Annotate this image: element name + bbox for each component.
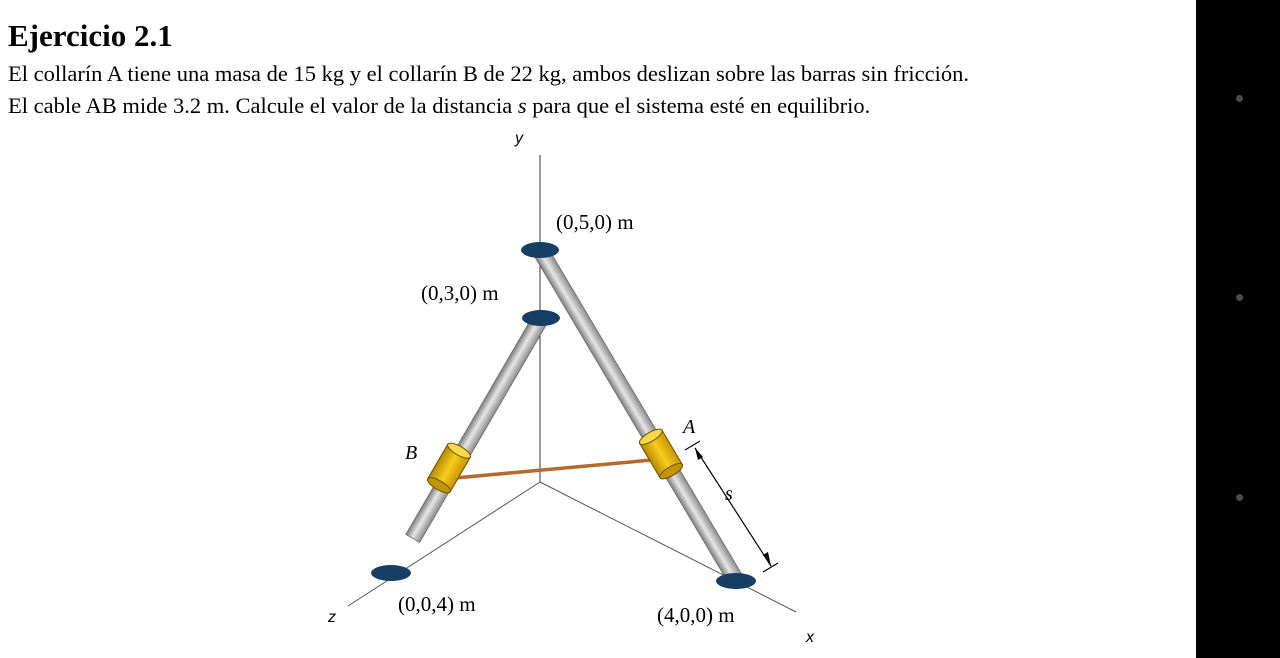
collar-b-label: B	[405, 442, 418, 464]
anchor-x	[716, 573, 756, 589]
anchor-top	[521, 242, 559, 258]
side-dot-2	[1236, 294, 1243, 301]
axis-y-label: y	[515, 130, 523, 147]
axis-z-label: z	[328, 609, 336, 626]
distance-variable: s	[517, 93, 527, 118]
exercise-title: Ejercicio 2.1	[8, 18, 173, 53]
dimension-line-s	[695, 448, 771, 566]
rod-left	[406, 314, 548, 542]
anchor-mid	[522, 310, 560, 326]
cable-ab	[455, 460, 652, 478]
distance-label: s	[725, 483, 733, 505]
dimension-tick-top	[685, 441, 700, 450]
rod-right	[533, 246, 744, 586]
point-label-top: (0,5,0) m	[556, 210, 634, 234]
axis-x-label: x	[806, 629, 814, 646]
dimension-arrow-bottom	[763, 552, 771, 566]
side-dot-1	[1236, 95, 1243, 102]
statement-line-1: El collarín A tiene una masa de 15 kg y el collarín B de 22 kg, ambos deslizan sobre las barras sin fricción.	[8, 61, 969, 86]
statement-line-2-end: para que el sistema esté en equilibrio.	[526, 93, 871, 118]
side-dot-3	[1236, 494, 1243, 501]
x-axis-line	[540, 482, 796, 612]
anchor-z	[371, 565, 411, 581]
point-label-x: (4,0,0) m	[657, 603, 735, 627]
point-label-z: (0,0,4) m	[398, 592, 476, 616]
statement-line-2-start: El cable AB mide 3.2 m. Calcule el valor de la distancia	[8, 93, 518, 118]
collar-a-label: A	[683, 416, 696, 438]
point-label-mid: (0,3,0) m	[421, 281, 499, 305]
